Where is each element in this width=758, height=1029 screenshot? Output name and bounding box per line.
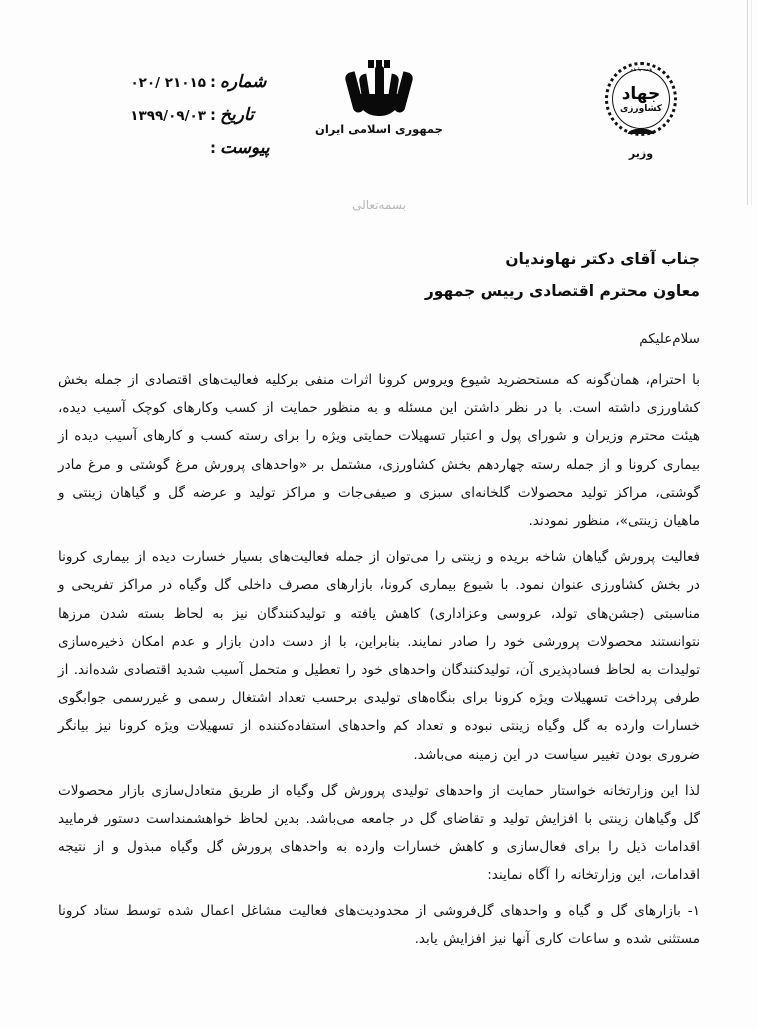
seal-motto: همه با هم <box>629 67 653 73</box>
numbered-item-1: ۱- بازارهای گل و گیاه و واحدهای گل‌فروشی از محدودیت‌های فعالیت مشاغل اعمال شده توسط ستاد کرونا مستثنی شده و ساعات کاری آنها نیز افزایش یابد. <box>58 902 700 947</box>
attachment-label: پیوست <box>220 138 270 158</box>
paragraph-2: فعالیت پرورش گیاهان شاخه بریده و زینتی را می‌توان از جمله فعالیت‌های بسیار خسارت دیده از بیماری کرونا در بخش کشاورزی عنوان نمود. با شیوع بیماری کرونا، بازارهای مصرف داخلی گل وگیاه در مراکز تفریحی و مناسبتی (جشن‌های تولد، عروسی وعزاداری) کاهش یافته و تولیدکنندگان نیز به لحاظ بسته شدن مرزها نتوانستند محصولات پرورشی خود را صادر نمایند. بنابراین، با از دست دادن بازار و عدم امکان ذخیره‌سازی تولیدات به لحاظ فسادپذیری آن، تولیدکنندگان واحدهای خود را تعطیل و متحمل آسیب شدید اقتصادی شده‌اند. از طرفی پرداخت تسهیلات ویژه کرونا برای بنگاه‌های تولیدی برحسب تعداد اشتغال رسمی و غیررسمی جوابگوی خسارات وارده به گل وگیاه زینتی نبوده و تعداد کم واحدهای استفاده‌کننده از تسهیلات ویژه کرونا نیز بیانگر ضروری بودن تغییر سیاست در این زمینه می‌باشد. <box>58 549 700 763</box>
number-label: شماره <box>220 72 267 92</box>
paragraph-1: با احترام، همان‌گونه که مستحضرید شیوع ویروس کرونا اثرات منفی برکلیه فعالیت‌های اقتصادی از جمله بخش کشاورزی داشته است. با در نظر داشتن این مسئله و به منظور حمایت از کسب وکارهای کوچک آسیب دیده، هیئت محترم وزیران و شورای پول و اعتبار تسهیلات حمایتی ویژه را برای رسته کسب و کارهای آسیب دیده از بیماری کرونا و از جمله رسته چهاردهم بخش کشاورزی، مشتمل بر «واحدهای پرورش مرغ گوشتی و مرغ مادر گوشتی، مراکز تولید محصولات گلخانه‌ای سبزی و صیفی‌جات و مراکز تولید و عرضه گل و گیاهان زینتی و ماهیان زینتی»، منظور نمودند. <box>58 372 700 530</box>
addressee-title: معاون محترم اقتصادی رییس جمهور <box>424 282 700 300</box>
letterhead <box>0 52 758 187</box>
ministry-logo <box>586 58 696 160</box>
number-colon: : <box>210 73 216 91</box>
seal-main-word: جهاد <box>621 84 661 104</box>
country-name-label: جمهوری اسلامی ایران <box>315 122 443 136</box>
meta-row-attachment <box>66 138 316 162</box>
paragraph-3: لذا این وزارتخانه خواستار حمایت از واحدهای تولیدی پرورش گل وگیاه از طریق متعادل‌سازی بازار محصولات گل وگیاهان زینتی با افزایش تولید و تقاضای گل در جامعه می‌باشد. بدین لحاظ خواهشمنداست دستور فرمایید اقدامات ذیل را برای فعال‌سازی و کاهش خسارات وارده به واحدهای پرورش گل وگیاه مبذول و از نتیجه اقدامات، این وزارتخانه را آگاه نمایند: <box>58 782 700 884</box>
letter-meta-block <box>66 72 316 171</box>
seal-flourish <box>619 125 663 134</box>
meta-row-number <box>66 72 316 96</box>
date-value: ۱۳۹۹/۰۹/۰۳ <box>130 108 206 124</box>
date-label: تاریخ <box>220 105 254 125</box>
letter-body <box>58 366 700 953</box>
attachment-colon: : <box>210 139 216 157</box>
addressee-block <box>425 250 700 300</box>
number-value: ۰۲۰/ ۲۱۰۱۵ <box>130 75 206 91</box>
basmala-text: بسمه‌تعالی <box>352 198 406 212</box>
seal-sub-word: کشاورزی <box>620 104 662 114</box>
greeting-text: سلام‌علیکم <box>639 331 700 347</box>
ministry-role-label: وزیر <box>628 147 654 160</box>
date-colon: : <box>210 106 216 124</box>
iran-emblem-icon <box>348 60 410 118</box>
national-emblem-block <box>304 60 454 136</box>
emblem-bowl <box>356 94 402 116</box>
jahad-seal-icon <box>597 58 685 146</box>
meta-row-date <box>66 105 316 129</box>
addressee-name: جناب آقای دکتر نهاوندیان <box>505 250 700 268</box>
